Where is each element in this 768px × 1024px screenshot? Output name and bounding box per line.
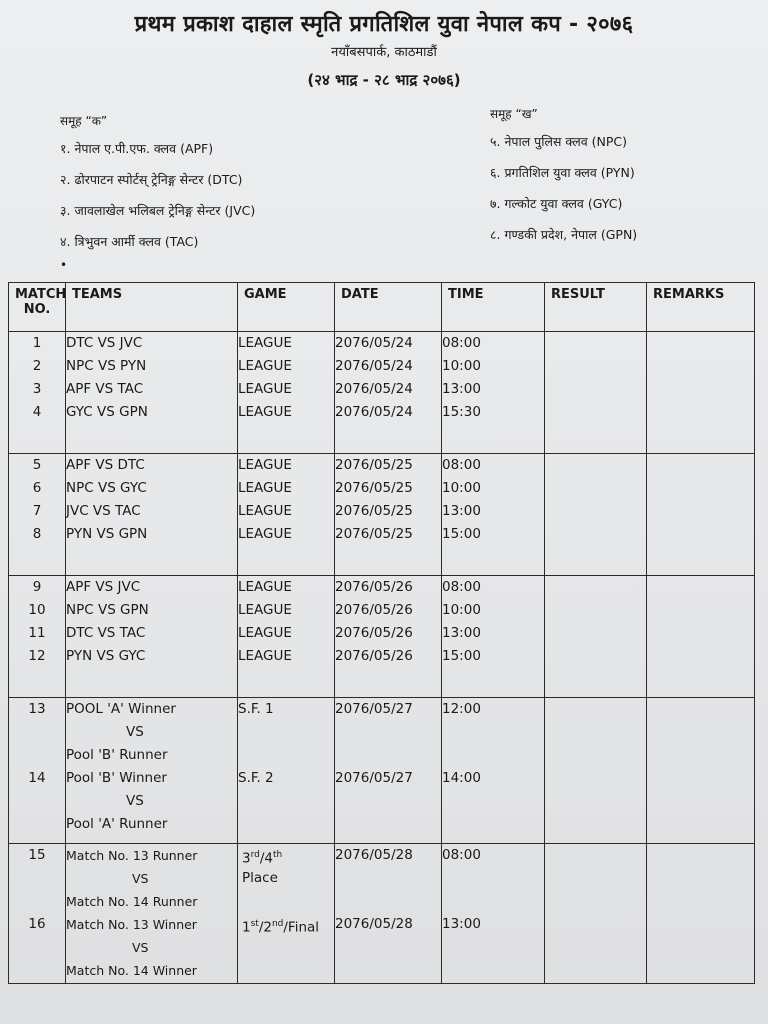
- time-text: 15:30: [442, 404, 481, 420]
- date-text: 2076/05/26: [335, 625, 413, 641]
- col-header-teams: TEAMS: [66, 283, 238, 332]
- match-no: 4: [32, 404, 42, 420]
- date-text: 2076/05/26: [335, 602, 413, 618]
- match-no: 2: [32, 358, 42, 374]
- time-cell: [442, 332, 545, 454]
- col-header-remarks: REMARKS: [647, 283, 755, 332]
- date-text: 2076/05/25: [335, 503, 413, 519]
- result-cell: [545, 844, 647, 984]
- match-no: 15: [28, 847, 46, 863]
- date-text: 2076/05/25: [335, 457, 413, 473]
- match-no-cell: [9, 844, 66, 984]
- group-b-heading: समूह “ख”: [490, 107, 538, 121]
- group-a-team: ४. त्रिभुवन आर्मी क्लव (TAC): [60, 234, 199, 249]
- teams-text: PYN VS GYC: [66, 648, 146, 664]
- time-cell: [442, 454, 545, 576]
- date-text: 2076/05/24: [335, 335, 413, 351]
- stray-mark: •: [60, 258, 68, 272]
- table-row: [9, 844, 755, 984]
- match-no: 8: [32, 526, 42, 542]
- game-text: LEAGUE: [238, 480, 292, 496]
- game-text: LEAGUE: [238, 503, 292, 519]
- time-text: 13:00: [442, 503, 481, 519]
- teams-text: Match No. 13 Winner: [66, 917, 197, 932]
- game-text: LEAGUE: [238, 457, 292, 473]
- match-no: 9: [32, 579, 42, 595]
- game-cell: [238, 576, 335, 698]
- vs-text: VS: [132, 871, 149, 886]
- time-text: 13:00: [442, 916, 481, 932]
- match-no: 7: [32, 503, 42, 519]
- time-text: 13:00: [442, 625, 481, 641]
- time-cell: [442, 698, 545, 844]
- game-text: LEAGUE: [238, 381, 292, 397]
- remarks-cell: [647, 454, 755, 576]
- table-row: [9, 332, 755, 454]
- remarks-cell: [647, 698, 755, 844]
- time-text: 13:00: [442, 381, 481, 397]
- vs-text: VS: [126, 793, 144, 809]
- teams-text: APF VS DTC: [66, 457, 145, 473]
- result-cell: [545, 332, 647, 454]
- tournament-dates: (२४ भाद्र - २८ भाद्र २०७६): [307, 71, 461, 89]
- teams-cell: [66, 332, 238, 454]
- teams-text: Match No. 13 Runner: [66, 848, 198, 863]
- teams-cell: [66, 576, 238, 698]
- time-text: 08:00: [442, 335, 481, 351]
- vs-text: VS: [126, 724, 144, 740]
- game-cell: [238, 332, 335, 454]
- game-text: LEAGUE: [238, 358, 292, 374]
- match-no: 1: [32, 335, 42, 351]
- match-no: 16: [28, 916, 46, 932]
- time-text: 10:00: [442, 358, 481, 374]
- date-text: 2076/05/27: [335, 701, 413, 717]
- game-cell: [238, 454, 335, 576]
- time-text: 12:00: [442, 701, 481, 717]
- game-text: LEAGUE: [238, 526, 292, 542]
- match-no: 12: [28, 648, 46, 664]
- game-text: LEAGUE: [238, 579, 292, 595]
- col-header-time: TIME: [442, 283, 545, 332]
- date-cell: [335, 454, 442, 576]
- date-cell: [335, 844, 442, 984]
- time-text: 15:00: [442, 648, 481, 664]
- col-header-match-no: MATCH NO.: [9, 283, 66, 332]
- teams-text: NPC VS PYN: [66, 358, 147, 374]
- result-cell: [545, 454, 647, 576]
- game-text: LEAGUE: [238, 625, 292, 641]
- teams-text: NPC VS GYC: [66, 480, 147, 496]
- teams-text: NPC VS GPN: [66, 602, 149, 618]
- vs-text: VS: [132, 940, 149, 955]
- table-row: [9, 454, 755, 576]
- game-text: LEAGUE: [238, 648, 292, 664]
- teams-text: GYC VS GPN: [66, 404, 148, 420]
- result-cell: [545, 698, 647, 844]
- teams-text: APF VS TAC: [66, 381, 144, 397]
- game-cell: [238, 844, 335, 984]
- table-header-row: [9, 283, 755, 332]
- group-a-team: ३. जावलाखेल भलिबल ट्रेनिङ्ग सेन्टर (JVC): [60, 203, 256, 218]
- group-b-team: ७. गल्कोट युवा क्लव (GYC): [490, 196, 623, 211]
- match-no-cell: [9, 332, 66, 454]
- col-header-result: RESULT: [545, 283, 647, 332]
- teams-text: POOL 'A' Winner: [66, 701, 176, 717]
- time-cell: [442, 844, 545, 984]
- date-text: 2076/05/28: [335, 847, 413, 863]
- match-no-cell: [9, 698, 66, 844]
- match-no: 5: [32, 457, 42, 473]
- date-text: 2076/05/25: [335, 480, 413, 496]
- group-b-team: ८. गण्डकी प्रदेश, नेपाल (GPN): [490, 227, 638, 242]
- time-text: 14:00: [442, 770, 481, 786]
- date-text: 2076/05/24: [335, 358, 413, 374]
- match-no: 13: [28, 701, 46, 717]
- time-text: 10:00: [442, 602, 481, 618]
- group-b-team: ६. प्रगतिशिल युवा क्लव (PYN): [490, 165, 635, 180]
- teams-text: JVC VS TAC: [66, 503, 141, 519]
- teams-cell: [66, 844, 238, 984]
- venue-label: नयाँबसपार्क, काठमाडौं: [331, 45, 437, 60]
- time-cell: [442, 576, 545, 698]
- time-text: 08:00: [442, 847, 481, 863]
- game-text: LEAGUE: [238, 404, 292, 420]
- col-header-game: GAME: [238, 283, 335, 332]
- remarks-cell: [647, 576, 755, 698]
- date-text: 2076/05/25: [335, 526, 413, 542]
- date-text: 2076/05/24: [335, 381, 413, 397]
- table-row: [9, 698, 755, 844]
- teams-text: Match No. 14 Runner: [66, 894, 198, 909]
- group-a-team: १. नेपाल ए.पी.एफ. क्लव (APF): [60, 141, 214, 156]
- group-a-list: [60, 112, 255, 263]
- teams-cell: [66, 698, 238, 844]
- teams-text: DTC VS JVC: [66, 335, 143, 351]
- game-text: S.F. 2: [238, 770, 274, 786]
- date-cell: [335, 332, 442, 454]
- time-text: 10:00: [442, 480, 481, 496]
- game-text: LEAGUE: [238, 335, 292, 351]
- group-b-team: ५. नेपाल पुलिस क्लव (NPC): [490, 134, 627, 149]
- group-a-heading: समूह “क”: [60, 114, 108, 128]
- table-row: [9, 576, 755, 698]
- date-text: 2076/05/26: [335, 648, 413, 664]
- page-title: प्रथम प्रकाश दाहाल स्मृति प्रगतिशिल युवा नेपाल कप - २०७६: [134, 12, 634, 37]
- teams-text: PYN VS GPN: [66, 526, 148, 542]
- game-text: Place: [242, 870, 278, 886]
- time-text: 08:00: [442, 579, 481, 595]
- teams-text: DTC VS TAC: [66, 625, 146, 641]
- teams-text: Pool 'A' Runner: [66, 816, 168, 832]
- time-text: 08:00: [442, 457, 481, 473]
- game-text: LEAGUE: [238, 602, 292, 618]
- teams-text: Pool 'B' Winner: [66, 770, 167, 786]
- date-cell: [335, 576, 442, 698]
- match-no-cell: [9, 576, 66, 698]
- date-text: 2076/05/27: [335, 770, 413, 786]
- match-no: 10: [28, 602, 46, 618]
- date-text: 2076/05/28: [335, 916, 413, 932]
- game-text: S.F. 1: [238, 701, 274, 717]
- date-text: 2076/05/24: [335, 404, 413, 420]
- group-a-team: २. ढोरपाटन स्पोर्टस् ट्रेनिङ्ग सेन्टर (DTC): [60, 172, 243, 187]
- result-cell: [545, 576, 647, 698]
- col-header-date: DATE: [335, 283, 442, 332]
- match-no: 11: [28, 625, 46, 641]
- date-text: 2076/05/26: [335, 579, 413, 595]
- remarks-cell: [647, 844, 755, 984]
- time-text: 15:00: [442, 526, 481, 542]
- teams-text: Match No. 14 Winner: [66, 963, 197, 978]
- schedule-table: [8, 282, 755, 984]
- match-no: 3: [32, 381, 42, 397]
- teams-text: APF VS JVC: [66, 579, 141, 595]
- group-b-list: [490, 105, 637, 256]
- game-text: 3rd/4th: [242, 850, 283, 867]
- teams-text: Pool 'B' Runner: [66, 747, 168, 763]
- match-no-cell: [9, 454, 66, 576]
- match-no: 6: [32, 480, 42, 496]
- game-cell: [238, 698, 335, 844]
- match-no: 14: [28, 770, 46, 786]
- game-text: 1st/2nd/Final: [242, 919, 320, 936]
- teams-cell: [66, 454, 238, 576]
- remarks-cell: [647, 332, 755, 454]
- date-cell: [335, 698, 442, 844]
